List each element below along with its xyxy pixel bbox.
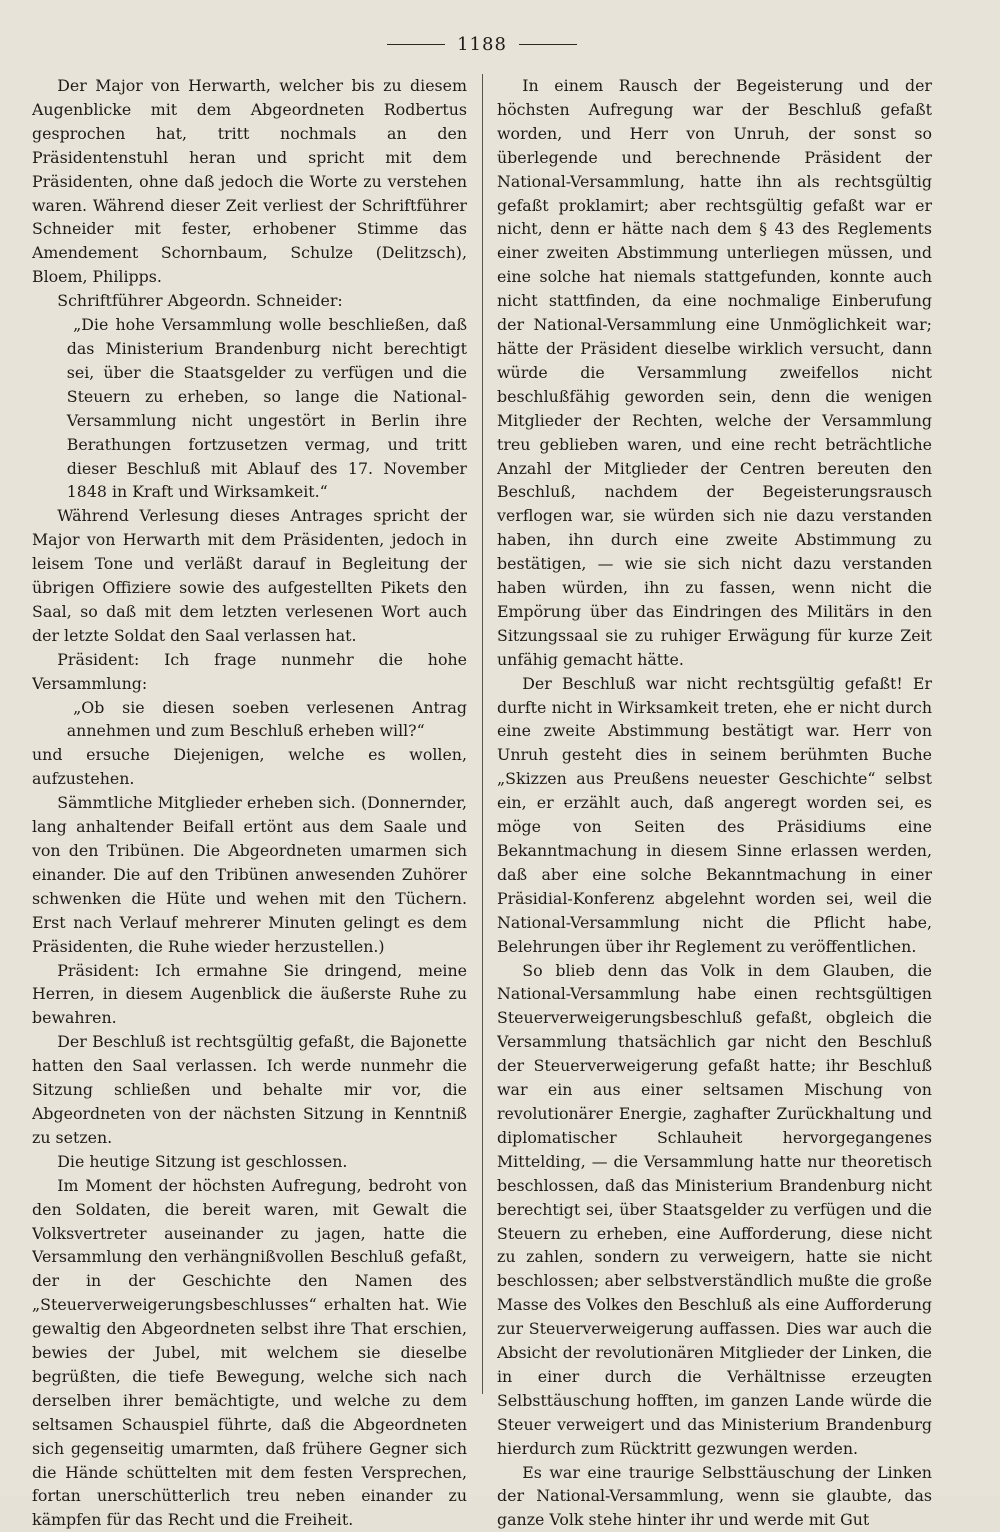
quoted-question: „Ob sie diesen soeben verlesenen Antrag annehmen und zum Beschluß erheben will?“ <box>66 697 467 741</box>
page-header <box>32 30 932 58</box>
quoted-motion: „Die hohe Versammlung wolle beschließen, daß das Ministerium Brandenburg nicht berechtigt sei, über die Staatsgelder zu verfügen und die Steuern zu erheben, so lange die National-Versammlung nicht ungestört in Berlin ihre Berathungen fortzusetzen vermag, und tritt dieser Beschluß mit Ablauf des 17. November 1848 in Kraft und Wirksamkeit.“ <box>66 315 467 502</box>
paragraph: Präsident: Ich frage nunmehr die hohe Versammlung: <box>32 649 467 693</box>
paragraph: Es war eine traurige Selbsttäuschung der Linken der National-Versammlung, wenn sie glaubte, das ganze Volk stehe hinter ihr und werde mit Gut <box>497 1462 932 1530</box>
text-columns <box>32 74 932 1532</box>
paragraph: Präsident: Ich ermahne Sie dringend, meine Herren, in diesem Augenblick die äußerste Ruhe zu bewahren. <box>32 960 467 1028</box>
column-divider <box>482 74 483 1394</box>
left-column <box>32 74 467 1532</box>
paragraph: und ersuche Diejenigen, welche es wollen, aufzustehen. <box>32 745 467 789</box>
paragraph: Im Moment der höchsten Aufregung, bedroht von den Soldaten, die bereit waren, mit Gewalt die Volksvertreter auseinander zu jagen, hatte die Versammlung den verhängnißvollen Beschluß gefaßt, der in der Geschichte den Namen des „Steuerverweigerungsbeschlusses“ erhalten hat. Wie gewaltig den Abgeordneten selbst ihre That erschien, bewies der Jubel, mit welchem sie dieselbe begrüßten, die tiefe Bewegung, welche sich nach derselben ihrer bemächtigte, und welche zu dem seltsamen Schauspiel führte, daß die Abgeordneten sich gegenseitig umarmten, daß frühere Gegner sich die Hände schüttelten mit dem festen Versprechen, fortan unerschütterlich treu neben einander zu kämpfen für das Recht und die Freiheit. <box>32 1175 467 1530</box>
paragraph: Sämmtliche Mitglieder erheben sich. (Donnernder, lang anhaltender Beifall ertönt aus dem Saale und von den Tribünen. Die Abgeordneten umarmen sich einander. Die auf den Tribünen anwesenden Zuhörer schwenken die Hüte und wehen mit den Tüchern. Erst nach Verlauf mehrerer Minuten gelingt es dem Präsidenten, die Ruhe wieder herzustellen.) <box>32 793 467 956</box>
page-number: 1188 <box>457 33 507 55</box>
paragraph: Der Beschluß ist rechtsgültig gefaßt, die Bajonette hatten den Saal verlassen. Ich werde nunmehr die Sitzung schließen und behalte mir vor, die Abgeordneten von der nächsten Sitzung in Kenntniß zu setzen. <box>32 1032 467 1147</box>
header-rule-right <box>519 44 577 45</box>
paragraph: So blieb denn das Volk in dem Glauben, die National-Versammlung habe einen rechtsgültigen Steuerverweigerungsbeschluß gefaßt, obgleich die Versammlung thatsächlich gar nicht den Beschluß der Steuerverweigerung gefaßt hatte; ihr Beschluß war ein aus einer seltsamen Mischung von revolutionärer Energie, zaghafter Zurückhaltung und diplomatischer Schlauheit hervorgegangenes Mittelding, — die Versammlung hatte nur theoretisch beschlossen, daß das Ministerium Brandenburg nicht berechtigt sei, über Staatsgelder zu verfügen und die Steuern zu erheben, eine Aufforderung, diese nicht zu zahlen, sondern zu verweigern, hatte sie nicht beschlossen; aber selbstverständlich mußte die große Masse des Volkes den Beschluß als eine Aufforderung zur Steuerverweigerung auffassen. Dies war auch die Absicht der revolutionären Mitglieder der Linken, die in einer durch die Verhältnisse erzeugten Selbsttäuschung hofften, im ganzen Lande würde die Steuer verweigert und das Ministerium Brandenburg hierdurch zum Rücktritt gezwungen werden. <box>497 960 932 1458</box>
right-column <box>497 74 932 1532</box>
paragraph: Der Beschluß war nicht rechtsgültig gefaßt! Er durfte nicht in Wirksamkeit treten, ehe er nicht durch eine zweite Abstimmung bestätigt war. Herr von Unruh gesteht dies in seinem berühmten Buche „Skizzen aus Preußens neuester Geschichte“ selbst ein, er erzählt auch, daß angeregt worden sei, es möge von Seiten des Präsidiums eine Bekanntmachung in diesem Sinne erlassen werden, daß aber eine solche Bekanntmachung in einer Präsidial-Konferenz abgelehnt worden sei, weil die National-Versammlung nicht die Pflicht habe, Belehrungen über ihr Reglement zu veröffentlichen. <box>497 673 932 956</box>
paragraph: Der Major von Herwarth, welcher bis zu diesem Augenblicke mit dem Abgeordneten Rodbertus gesprochen hat, tritt nochmals an den Präsidentenstuhl heran und spricht mit dem Präsidenten, ohne daß jedoch die Worte zu verstehen waren. Während dieser Zeit verliest der Schriftführer Schneider mit fester, erhobener Stimme das Amendement Schornbaum, Schulze (Delitzsch), Bloem, Philipps. <box>32 76 467 287</box>
header-rule-left <box>387 44 445 45</box>
paragraph: Während Verlesung dieses Antrages spricht der Major von Herwarth mit dem Präsidenten, jedoch in leisem Tone und verläßt darauf in Begleitung der übrigen Offiziere sowie des aufgestellten Pikets den Saal, so daß mit dem letzten verlesenen Wort auch der letzte Soldat den Saal verlassen hat. <box>32 506 467 645</box>
paragraph: Schriftführer Abgeordn. Schneider: <box>57 291 343 311</box>
paragraph: Die heutige Sitzung ist geschlossen. <box>57 1151 348 1171</box>
paragraph: In einem Rausch der Begeisterung und der höchsten Aufregung war der Beschluß gefaßt worden, und Herr von Unruh, der sonst so überlegende und berechnende Präsident der National-Versammlung, hatte ihn als rechtsgültig gefaßt proklamirt; aber rechtsgültig gefaßt war er nicht, denn er hätte nach dem § 43 des Reglements einer zweiten Abstimmung unterliegen müssen, und eine solche hat niemals stattgefunden, konnte auch nicht stattfinden, da eine nochmalige Einberufung der National-Versammlung eine Unmöglichkeit war; hätte der Präsident dieselbe wirklich versucht, dann würde die Versammlung zweifellos nicht beschlußfähig geworden sein, denn die wenigen Mitglieder der Rechten, welche der Versammlung treu geblieben waren, und eine recht beträchtliche Anzahl der Mitglieder der Centren bereuten den Beschluß, nachdem der Begeisterungsrausch verflogen war, sie würden sich nie dazu verstanden haben, ihn durch eine zweite Abstimmung zu bestätigen, — wie sie sich nicht dazu verstanden haben würden, ihn zu fassen, wenn nicht die Empörung über das Eindringen des Militärs in den Sitzungssaal sie zu ruhiger Erwägung für kurze Zeit unfähig gemacht hätte. <box>497 76 932 669</box>
